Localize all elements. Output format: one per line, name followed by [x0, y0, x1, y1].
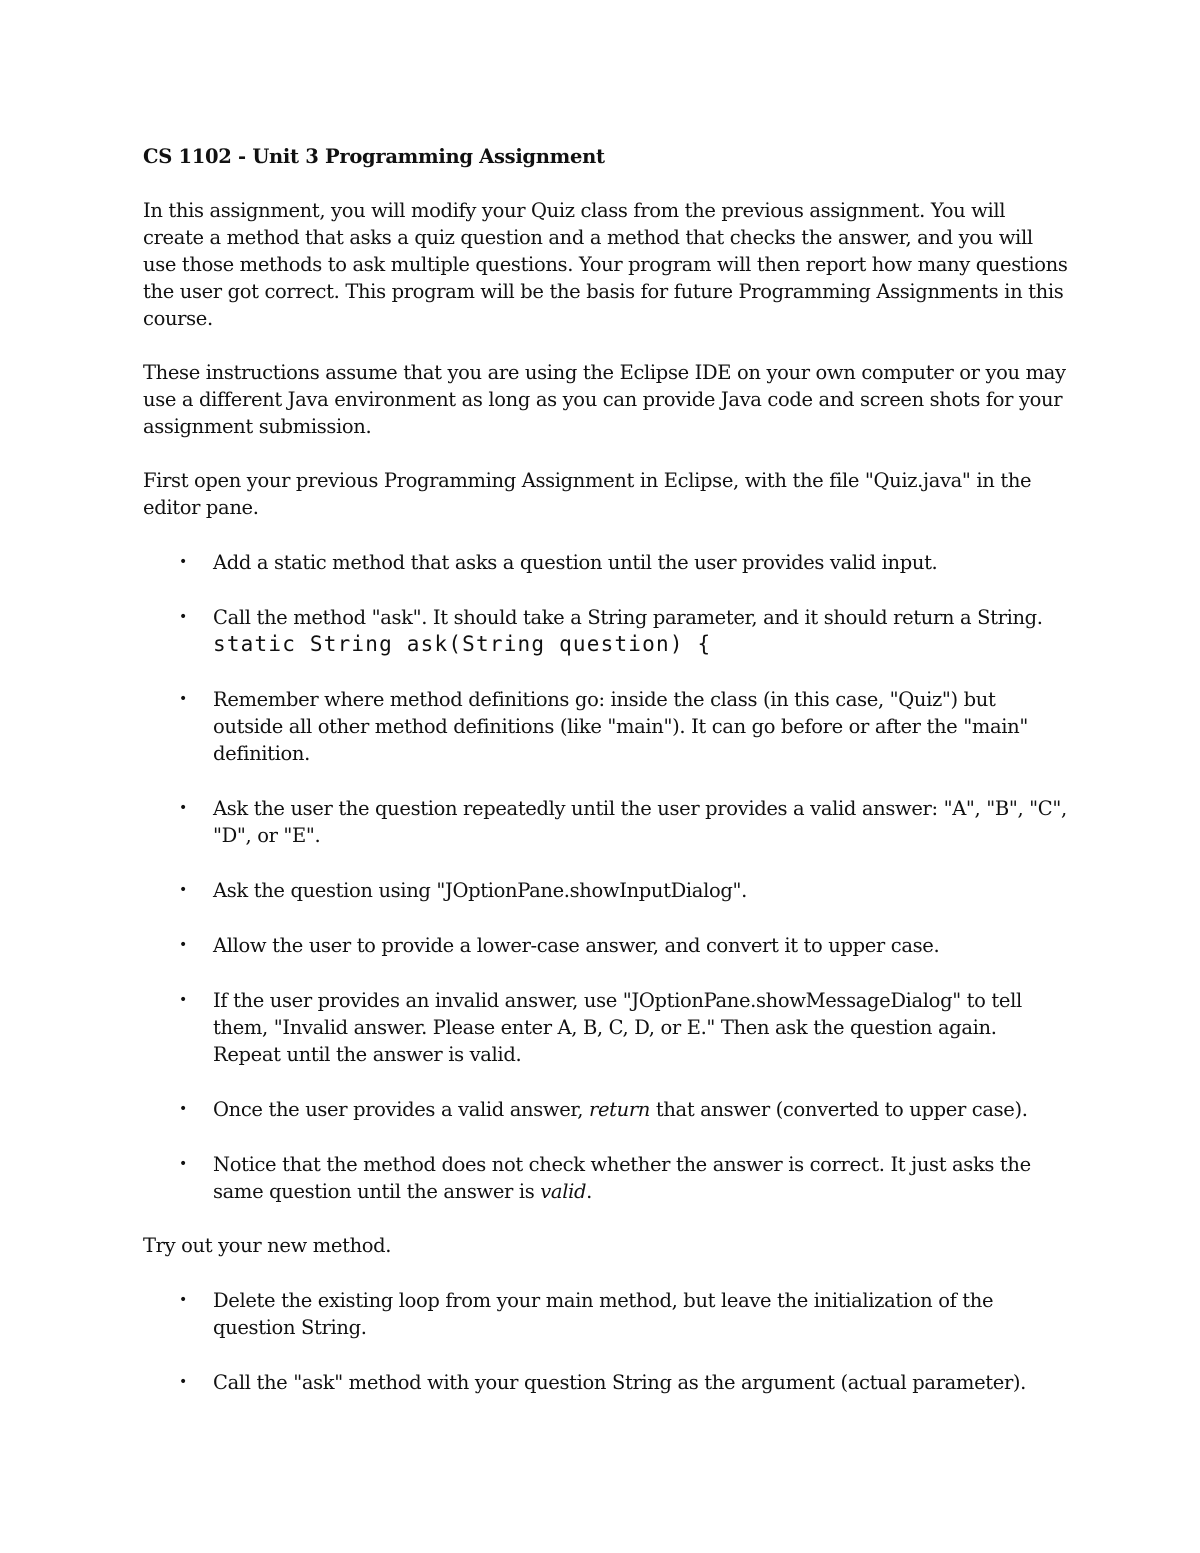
text-segment: . — [586, 1180, 592, 1203]
bullet-icon: • — [179, 554, 187, 570]
list-item — [143, 877, 1068, 904]
intro-paragraph: In this assignment, you will modify your Quiz class from the previous assignment. You will create a method that asks a quiz question and a method that checks the answer, and you will use those methods to ask multiple questions. Your program will then report how many questions the user got correct. This program will be the basis for future Programming Assignments in this course. — [143, 199, 1068, 330]
list-item — [143, 932, 1068, 959]
try-instructions-list — [143, 1287, 1068, 1396]
list-item-text: Delete the existing loop from your main method, but leave the initialization of the question String. — [213, 1289, 994, 1339]
list-item — [143, 1151, 1068, 1205]
emphasis-return: return — [588, 1098, 651, 1121]
list-item-text — [213, 1098, 1028, 1121]
bullet-icon: • — [179, 1101, 187, 1117]
list-item-text: Remember where method definitions go: inside the class (in this case, "Quiz") but outside all other method definitions (like "main"). It can go before or after the "main" definition. — [213, 688, 1028, 765]
list-item-text: Ask the question using "JOptionPane.showInputDialog". — [213, 879, 747, 902]
bullet-icon: • — [179, 1292, 187, 1308]
emphasis-valid: valid — [540, 1180, 587, 1203]
list-item-text: Add a static method that asks a question until the user provides valid input. — [213, 551, 938, 574]
list-item — [143, 549, 1068, 576]
bullet-icon: • — [179, 691, 187, 707]
bullet-icon: • — [179, 800, 187, 816]
list-item — [143, 1369, 1068, 1396]
method-instructions-list — [143, 549, 1068, 1205]
bullet-icon: • — [179, 609, 187, 625]
try-method-paragraph: Try out your new method. — [143, 1234, 392, 1257]
list-item-text: Call the method "ask". It should take a String parameter, and it should return a String. — [213, 606, 1043, 629]
list-item — [143, 795, 1068, 849]
list-item-text: Call the "ask" method with your question String as the argument (actual parameter). — [213, 1371, 1027, 1394]
list-item-text: Ask the user the question repeatedly until the user provides a valid answer: "A", "B", "C", "D", or "E". — [213, 797, 1067, 847]
list-item-text: If the user provides an invalid answer, use "JOptionPane.showMessageDialog" to tell them, "Invalid answer. Please enter A, B, C, D, or E." Then ask the question again. Repeat until the answer is valid. — [213, 989, 1022, 1066]
text-segment: Notice that the method does not check whether the answer is correct. It just asks the same question until the answer is — [213, 1153, 1031, 1203]
list-item — [143, 987, 1068, 1068]
list-item-text: Allow the user to provide a lower-case answer, and convert it to upper case. — [213, 934, 940, 957]
bullet-icon: • — [179, 1374, 187, 1390]
bullet-icon: • — [179, 937, 187, 953]
list-item — [143, 686, 1068, 767]
list-item — [143, 604, 1068, 658]
document-body — [143, 143, 1068, 1396]
method-signature-code: static String ask(String question) { — [213, 632, 712, 656]
list-item — [143, 1096, 1068, 1123]
text-segment: that answer (converted to upper case). — [650, 1098, 1028, 1121]
bullet-icon: • — [179, 1156, 187, 1172]
page-title: CS 1102 - Unit 3 Programming Assignment — [143, 145, 605, 168]
text-segment: Once the user provides a valid answer, — [213, 1098, 589, 1121]
list-item-text — [213, 1153, 1031, 1203]
environment-paragraph: These instructions assume that you are using the Eclipse IDE on your own computer or you may use a different Java environment as long as you can provide Java code and screen shots for your assignment submission. — [143, 361, 1066, 438]
list-item — [143, 1287, 1068, 1341]
open-file-paragraph: First open your previous Programming Assignment in Eclipse, with the file "Quiz.java" in the editor pane. — [143, 469, 1032, 519]
bullet-icon: • — [179, 882, 187, 898]
bullet-icon: • — [179, 992, 187, 1008]
